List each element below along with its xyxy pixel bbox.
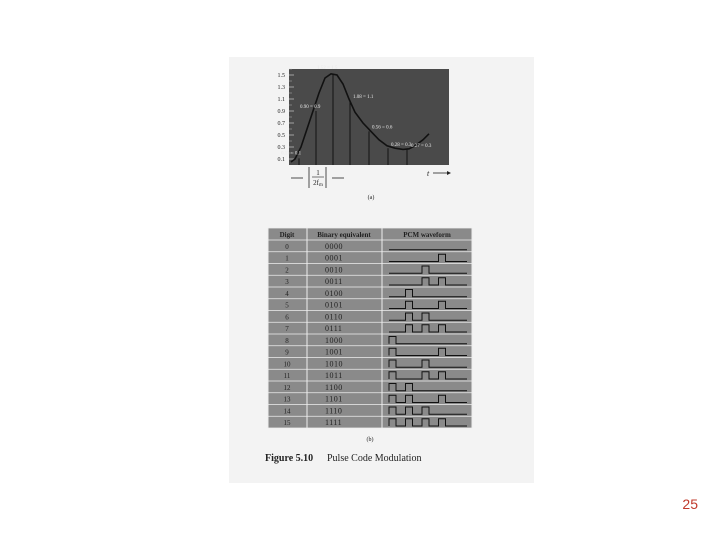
binary-cell: 1000 bbox=[325, 335, 343, 345]
slide-number: 25 bbox=[682, 496, 698, 512]
digit-cell: 12 bbox=[283, 383, 291, 392]
digit-cell: 13 bbox=[283, 395, 291, 404]
table-header: Digit bbox=[279, 231, 295, 239]
sample-label: 0.11 = 0.1 bbox=[281, 151, 302, 157]
sample-label: 1.52 = 1.5 bbox=[317, 65, 338, 71]
binary-cell: 0001 bbox=[325, 253, 343, 263]
panel-a-sampled-signal bbox=[278, 66, 452, 201]
table-header: Binary equivalent bbox=[317, 231, 371, 239]
binary-cell: 0010 bbox=[325, 265, 343, 275]
panel-a-label: (a) bbox=[367, 195, 375, 201]
digit-cell: 6 bbox=[285, 313, 289, 322]
interval-numerator: 1 bbox=[316, 169, 320, 177]
binary-cell: 0100 bbox=[325, 288, 343, 298]
binary-cell: 1010 bbox=[325, 359, 343, 369]
table-header: PCM waveform bbox=[403, 231, 451, 239]
digit-cell: 4 bbox=[285, 289, 289, 298]
y-tick-label: 1.1 bbox=[277, 97, 285, 103]
binary-cell: 1100 bbox=[325, 382, 343, 392]
digit-cell: 10 bbox=[283, 360, 291, 369]
y-tick-label: 1.3 bbox=[277, 85, 285, 91]
digit-cell: 5 bbox=[285, 301, 289, 310]
digit-cell: 11 bbox=[283, 372, 291, 380]
sample-label: 0.27 = 0.3 bbox=[411, 143, 432, 149]
figure-number: Figure 5.10 bbox=[265, 453, 314, 464]
panel-b-label: (b) bbox=[366, 437, 374, 443]
y-tick-label: 0.9 bbox=[277, 109, 285, 115]
y-tick-label: 1.5 bbox=[277, 73, 285, 79]
binary-cell: 0101 bbox=[325, 300, 343, 310]
y-tick-label: 0.1 bbox=[277, 157, 285, 163]
sample-label: 0.90 = 0.9 bbox=[300, 105, 321, 110]
y-tick-label: 0.5 bbox=[277, 133, 285, 139]
interval-denominator: 2fm bbox=[313, 179, 323, 188]
digit-cell: 14 bbox=[283, 407, 291, 416]
table-background bbox=[268, 228, 472, 428]
binary-cell: 1011 bbox=[325, 371, 343, 380]
sample-label: 0.56 = 0.6 bbox=[372, 125, 393, 131]
digit-cell: 2 bbox=[285, 266, 289, 275]
digit-cell: 0 bbox=[285, 242, 289, 251]
y-axis-ticks bbox=[278, 73, 286, 163]
binary-cell: 1110 bbox=[325, 406, 343, 416]
binary-cell: 1001 bbox=[325, 347, 343, 357]
digit-cell: 15 bbox=[283, 419, 291, 427]
figure-graphic bbox=[229, 57, 534, 483]
digit-cell: 3 bbox=[285, 278, 289, 286]
binary-cell: 1111 bbox=[325, 418, 343, 427]
y-tick-label: 0.3 bbox=[277, 145, 285, 151]
digit-cell: 1 bbox=[285, 254, 289, 263]
time-arrowhead bbox=[447, 171, 451, 175]
binary-cell: 0110 bbox=[325, 312, 343, 322]
figure-caption: Pulse Code Modulation bbox=[327, 453, 422, 464]
binary-cell: 0011 bbox=[325, 277, 343, 286]
binary-cell: 1101 bbox=[325, 394, 343, 404]
digit-cell: 7 bbox=[285, 325, 289, 333]
sample-label: 0.28 = 0.3 bbox=[391, 143, 412, 149]
digit-cell: 8 bbox=[285, 336, 289, 345]
panel-b-pcm-table bbox=[268, 228, 472, 443]
digit-cell: 9 bbox=[285, 348, 289, 357]
y-tick-label: 0.7 bbox=[277, 121, 285, 127]
sample-label: 1.08 = 1.1 bbox=[353, 95, 374, 101]
scanned-figure-page bbox=[229, 57, 534, 483]
time-axis-label: t bbox=[427, 169, 430, 178]
binary-cell: 0111 bbox=[325, 324, 343, 333]
binary-cell: 0000 bbox=[325, 241, 343, 251]
